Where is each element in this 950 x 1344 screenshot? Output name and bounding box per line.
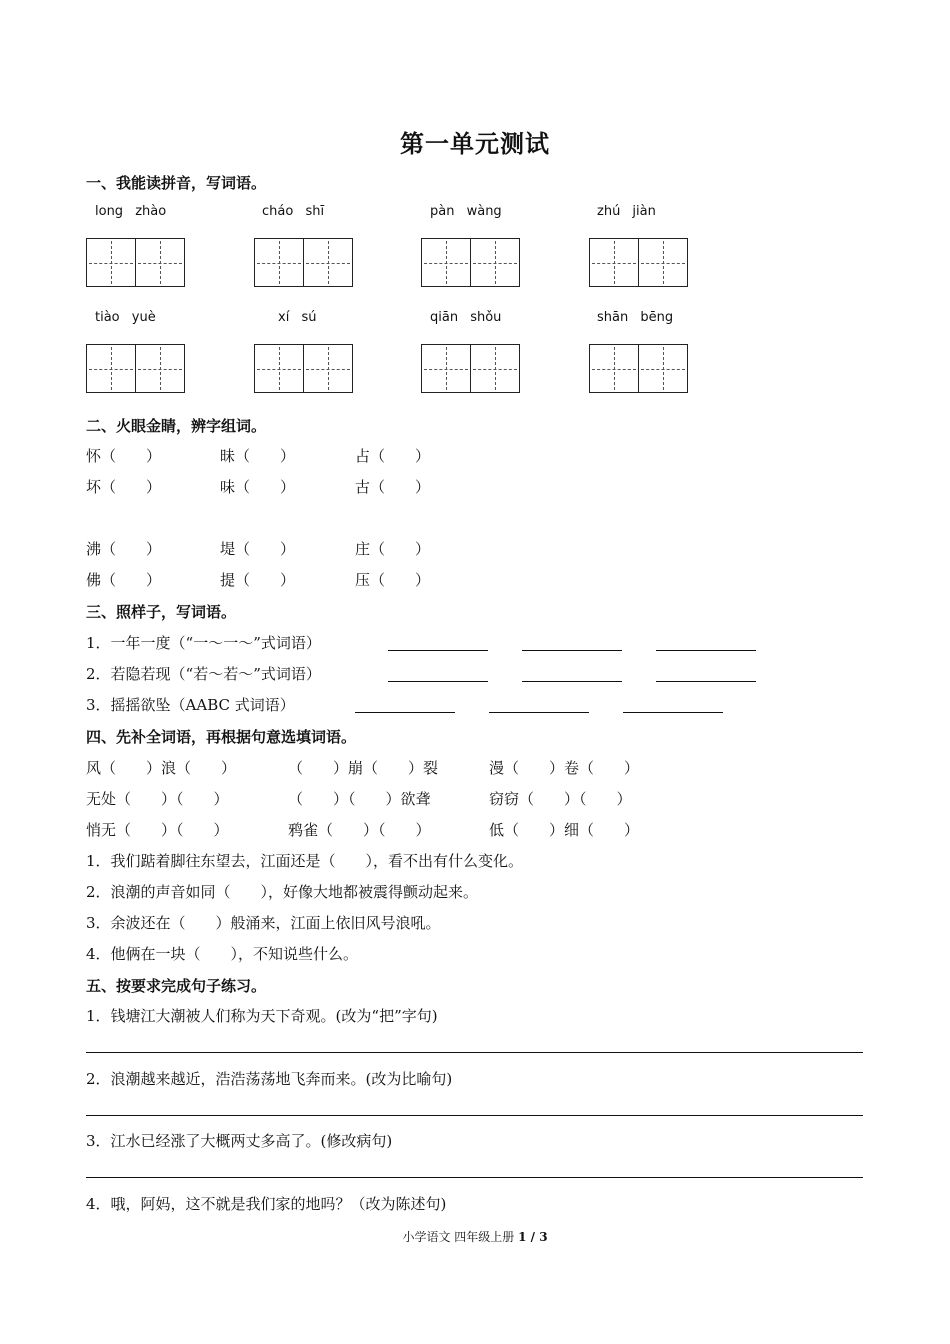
answer-line[interactable] [86, 1115, 863, 1116]
fill-sentence: 3．余波还在（ ）般涌来，江面上依旧风号浪吼。 [86, 914, 441, 932]
char-item: 压（ ） [355, 571, 431, 589]
idiom-item: 窃窃（ ）（ ） [489, 790, 632, 808]
answer-blank[interactable] [522, 650, 622, 651]
char-item: 味（ ） [220, 478, 296, 496]
page-footer [0, 1228, 950, 1245]
pinyin-6: xí sú [278, 310, 317, 325]
fill-sentence: 4．他俩在一块（ ），不知说些什么。 [86, 945, 359, 963]
answer-line[interactable] [86, 1177, 863, 1178]
section-4-heading: 四、先补全词语，再根据句意选填词语。 [86, 728, 357, 746]
sentence-exercise: 2．浪潮越来越近，浩浩荡荡地飞奔而来。(改为比喻句) [86, 1070, 453, 1088]
idiom-item: 无处（ ）（ ） [86, 790, 229, 808]
writing-grid[interactable] [86, 238, 185, 287]
sentence-exercise: 1．钱塘江大潮被人们称为天下奇观。(改为“把”字句) [86, 1007, 438, 1025]
answer-blank[interactable] [388, 681, 488, 682]
idiom-item: （ ）（ ）欲聋 [288, 790, 431, 808]
fill-sentence: 2．浪潮的声音如同（ ），好像大地都被震得颤动起来。 [86, 883, 479, 901]
idiom-item: 漫（ ）卷（ ） [489, 759, 640, 777]
pinyin-2: cháo shī [262, 204, 325, 219]
pinyin-5: tiào yuè [95, 310, 156, 325]
char-item: 坏（ ） [86, 478, 162, 496]
char-item: 庄（ ） [355, 540, 431, 558]
writing-grid[interactable] [589, 238, 688, 287]
page-number: 1 / 3 [518, 1230, 548, 1244]
pinyin-1: long zhào [95, 204, 167, 219]
fill-sentence: 1．我们踮着脚往东望去，江面还是（ ），看不出有什么变化。 [86, 852, 524, 870]
section-3-heading: 三、照样子，写词语。 [86, 603, 237, 621]
answer-blank[interactable] [623, 712, 723, 713]
char-item: 堤（ ） [220, 540, 296, 558]
char-item: 古（ ） [355, 478, 431, 496]
answer-blank[interactable] [656, 681, 756, 682]
section-1-heading: 一、我能读拼音，写词语。 [86, 174, 267, 192]
char-item: 佛（ ） [86, 571, 162, 589]
idiom-item: 低（ ）细（ ） [489, 821, 640, 839]
word-pattern-item: 1．一年一度（“一～一～”式词语） [86, 634, 321, 652]
idiom-item: （ ）崩（ ）裂 [288, 759, 439, 777]
writing-grid[interactable] [86, 344, 185, 393]
footer-text: 小学语文 四年级上册 [402, 1230, 515, 1244]
section-2-heading: 二、火眼金睛，辨字组词。 [86, 417, 267, 435]
answer-blank[interactable] [522, 681, 622, 682]
section-5-heading: 五、按要求完成句子练习。 [86, 977, 267, 995]
idiom-item: 鸦雀（ ）（ ） [288, 821, 431, 839]
char-item: 怀（ ） [86, 447, 162, 465]
writing-grid[interactable] [254, 344, 353, 393]
writing-grid[interactable] [421, 344, 520, 393]
answer-line[interactable] [86, 1052, 863, 1053]
answer-blank[interactable] [656, 650, 756, 651]
char-item: 提（ ） [220, 571, 296, 589]
page-title: 第一单元测试 [400, 129, 550, 158]
writing-grid[interactable] [254, 238, 353, 287]
writing-grid[interactable] [421, 238, 520, 287]
pinyin-4: zhú jiàn [597, 204, 656, 219]
answer-blank[interactable] [489, 712, 589, 713]
char-item: 沸（ ） [86, 540, 162, 558]
answer-blank[interactable] [355, 712, 455, 713]
idiom-item: 风（ ）浪（ ） [86, 759, 237, 777]
char-item: 占（ ） [355, 447, 431, 465]
pinyin-3: pàn wàng [430, 204, 502, 219]
char-item: 昧（ ） [220, 447, 296, 465]
pinyin-8: shān bēng [597, 310, 674, 325]
pinyin-7: qiān shǒu [430, 310, 502, 325]
word-pattern-item: 3．摇摇欲坠（AABC 式词语） [86, 696, 295, 714]
sentence-exercise: 4．哦，阿妈，这不就是我们家的地吗？（改为陈述句) [86, 1195, 447, 1213]
word-pattern-item: 2．若隐若现（“若～若～”式词语） [86, 665, 321, 683]
writing-grid[interactable] [589, 344, 688, 393]
sentence-exercise: 3．江水已经涨了大概两丈多高了。(修改病句) [86, 1132, 393, 1150]
idiom-item: 悄无（ ）（ ） [86, 821, 229, 839]
answer-blank[interactable] [388, 650, 488, 651]
